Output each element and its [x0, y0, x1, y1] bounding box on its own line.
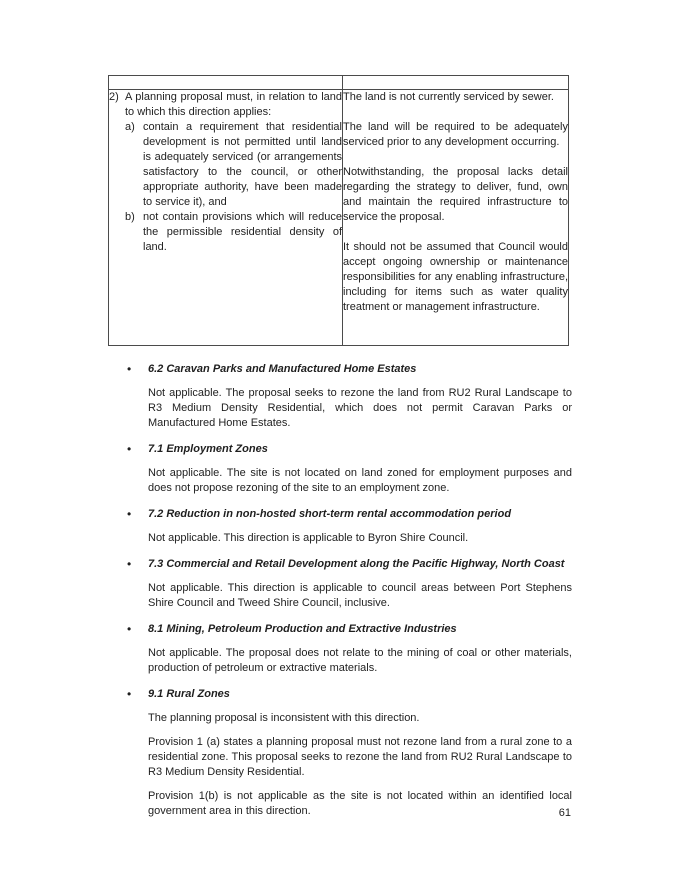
bullet-icon — [127, 557, 131, 573]
sub-item-b — [125, 210, 342, 255]
table-header-row — [109, 76, 569, 90]
section-9-1-rural-zones — [108, 687, 572, 819]
list-marker: a) — [125, 121, 135, 133]
bullet-icon — [127, 687, 131, 703]
numbered-item-body — [125, 90, 342, 255]
section-paragraph: Not applicable. The site is not located on land zoned for employment purposes and does not propose rezoning of the site to an employment zone. — [148, 467, 572, 494]
section-paragraph: Provision 1(b) is not applicable as the site is not located within an identified local government area in this direction. — [148, 790, 572, 817]
sub-item-a-text: contain a requirement that residential development is not permitted until land is adequately serviced (or arrangements satisfactory to the council, or other appropriate authority, have been made to service it), and — [143, 121, 342, 208]
section-8-1-mining — [108, 622, 572, 676]
section-heading: 6.2 Caravan Parks and Manufactured Home Estates — [148, 363, 417, 375]
section-paragraph: Not applicable. The proposal seeks to rezone the land from RU2 Rural Landscape to R3 Medium Density Residential, which does not permit Caravan Parks or Manufactured Home Estates. — [148, 387, 572, 429]
section-heading: 9.1 Rural Zones — [148, 688, 230, 700]
section-paragraph: Not applicable. The proposal does not relate to the mining of coal or other materials, production of petroleum or extractive materials. — [148, 647, 572, 674]
table-body-row — [109, 90, 569, 346]
section-7-1-employment-zones — [108, 442, 572, 496]
table-header-cell-left — [109, 76, 343, 90]
page-content — [108, 75, 572, 828]
page-number: 61 — [558, 807, 571, 819]
section-heading: 7.2 Reduction in non-hosted short-term rental accommodation period — [148, 508, 512, 520]
section-paragraph: Not applicable. This direction is applicable to council areas between Port Stephens Shire Council and Tweed Shire Council, inclusive. — [148, 582, 572, 609]
direction-sections — [108, 362, 572, 819]
section-7-2-short-term-rental — [108, 507, 572, 546]
response-paragraph: The land is not currently serviced by sewer. — [343, 91, 554, 103]
sub-item-b-text: not contain provisions which will reduce the permissible residential density of land. — [143, 211, 342, 253]
assessment-response-cell — [343, 90, 569, 346]
list-marker: 2) — [109, 91, 119, 103]
section-heading-row — [108, 507, 572, 522]
response-paragraph: It should not be assumed that Council would accept ongoing ownership or maintenance responsibilities for any enabling infrastructure, including for items such as water quality treatment or management infrastructure. — [343, 241, 568, 313]
numbered-item — [109, 90, 342, 255]
section-paragraph: The planning proposal is inconsistent with this direction. — [148, 712, 420, 724]
direction-assessment-table — [108, 75, 569, 346]
list-marker: b) — [125, 211, 135, 223]
section-paragraph: Not applicable. This direction is applicable to Byron Shire Council. — [148, 532, 469, 544]
bullet-icon — [127, 362, 131, 378]
sub-item-a — [125, 120, 342, 210]
bullet-icon — [127, 622, 131, 638]
section-heading: 8.1 Mining, Petroleum Production and Extractive Industries — [148, 623, 457, 635]
section-heading: 7.1 Employment Zones — [148, 443, 268, 455]
table-header-cell-right — [343, 76, 569, 90]
section-heading-row — [108, 557, 572, 572]
section-heading-row — [108, 687, 572, 702]
response-paragraph: Notwithstanding, the proposal lacks detail regarding the strategy to deliver, fund, own and maintain the required infrastructure to service the proposal. — [343, 166, 568, 223]
section-7-3-commercial-retail — [108, 557, 572, 611]
response-paragraph: The land will be required to be adequately serviced prior to any development occurring. — [343, 121, 568, 148]
section-heading-row — [108, 362, 572, 377]
section-heading-row — [108, 442, 572, 457]
section-heading-row — [108, 622, 572, 637]
direction-requirements-cell — [109, 90, 343, 346]
bullet-icon — [127, 507, 131, 523]
section-paragraph: Provision 1 (a) states a planning proposal must not rezone land from a rural zone to a residential zone. This proposal seeks to rezone the land from RU2 Rural Landscape to R3 Medium Density Residential. — [148, 736, 572, 778]
direction-intro-text: A planning proposal must, in relation to land to which this direction applies: — [125, 91, 342, 118]
bullet-icon — [127, 442, 131, 458]
section-heading: 7.3 Commercial and Retail Development along the Pacific Highway, North Coast — [148, 558, 565, 570]
section-6-2-caravan-parks — [108, 362, 572, 431]
